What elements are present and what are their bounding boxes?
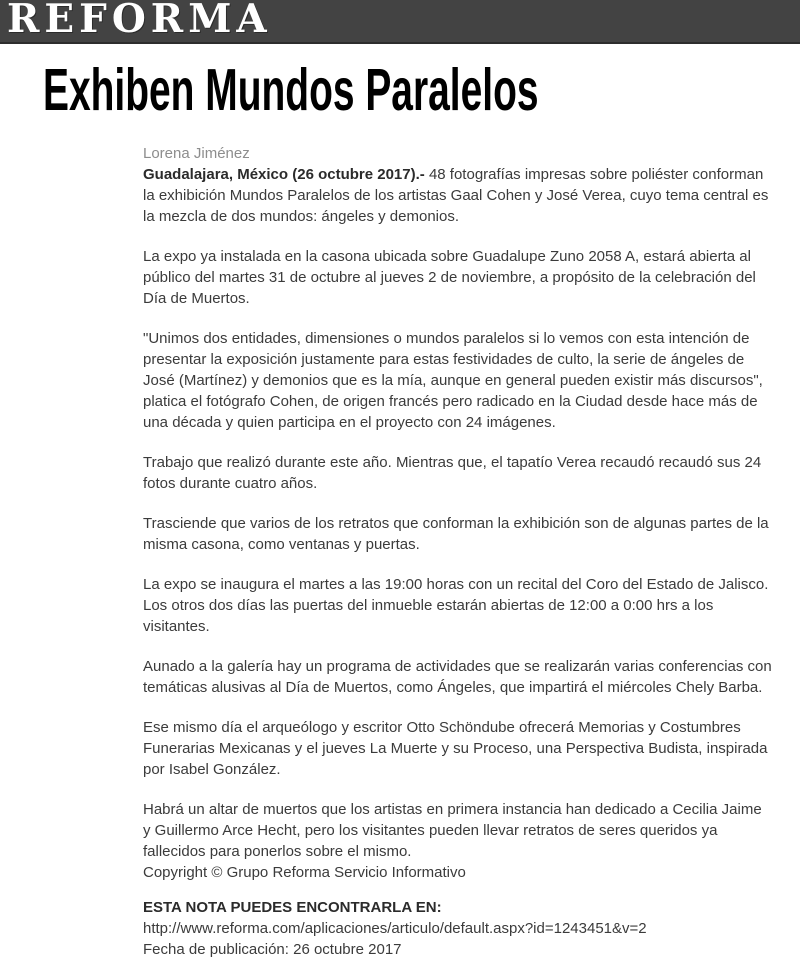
article-paragraph: "Unimos dos entidades, dimensiones o mundos paralelos si lo vemos con esta intención de presentar la exposición justamente para estas festividades de culto, la serie de ángeles de José (Martínez) y demonios que es la mía, aunque en general pueden existir más discursos", platica el fotógrafo Cohen, de origen francés pero radicado en la Ciudad desde hace más de una década y quien participa en el proyecto con 24 imágenes.	[143, 330, 763, 432]
article-paragraph: Aunado a la galería hay un programa de actividades que se realizarán varias conferencias con temáticas alusivas al Día de Muertos, como Ángeles, que impartirá el miércoles Chely Barba.	[143, 658, 772, 697]
masthead-banner	[0, 0, 800, 44]
article-footer	[143, 897, 772, 960]
article-headline: Exhiben Mundos Paralelos	[43, 57, 539, 123]
article-paragraph: Trasciende que varios de los retratos que conforman la exhibición son de algunas partes de la misma casona, como ventanas y puertas.	[143, 515, 769, 554]
article-paragraph: Habrá un altar de muertos que los artistas en primera instancia han dedicado a Cecilia Jaime y Guillermo Arce Hecht, pero los visitantes pueden llevar retratos de seres queridos ya fallecidos para ponerlos sobre el mismo.	[143, 801, 762, 861]
article-paragraph: La expo se inaugura el martes a las 19:00 horas con un recital del Coro del Estado de Jalisco. Los otros dos días las puertas del inmueble estarán abiertas de 12:00 a 0:00 hrs a los visitantes.	[143, 576, 769, 636]
article-byline: Lorena Jiménez	[143, 145, 250, 163]
reforma-logo: REFORMA	[7, 0, 272, 42]
footer-heading: ESTA NOTA PUEDES ENCONTRARLA EN:	[143, 899, 442, 917]
publication-date: Fecha de publicación: 26 octubre 2017	[143, 941, 402, 959]
article-paragraph: Trabajo que realizó durante este año. Mientras que, el tapatío Verea recaudó recaudó sus 24 fotos durante cuatro años.	[143, 454, 762, 493]
article-paragraph: La expo ya instalada en la casona ubicada sobre Guadalupe Zuno 2058 A, estará abierta al público del martes 31 de octubre al jueves 2 de noviembre, a propósito de la celebración del Día de Muertos.	[143, 248, 756, 308]
dateline: Guadalajara, México (26 octubre 2017).-	[143, 166, 425, 184]
lead-text: 48 fotografías impresas sobre poliéster conforman la exhibición Mundos Paralelos de los artistas Gaal Cohen y José Verea, cuyo tema central es la mezcla de dos mundos: ángeles y demonios.	[143, 166, 769, 226]
article-url: http://www.reforma.com/aplicaciones/articulo/default.aspx?id=1243451&v=2	[143, 920, 647, 938]
article-body	[0, 143, 800, 960]
article-paragraph: Ese mismo día el arqueólogo y escritor Otto Schöndube ofrecerá Memorias y Costumbres Funerarias Mexicanas y el jueves La Muerte y su Proceso, una Perspectiva Budista, inspirada por Isabel González.	[143, 719, 768, 779]
copyright-line: Copyright © Grupo Reforma Servicio Informativo	[143, 864, 466, 882]
article-lead-paragraph	[143, 164, 772, 227]
